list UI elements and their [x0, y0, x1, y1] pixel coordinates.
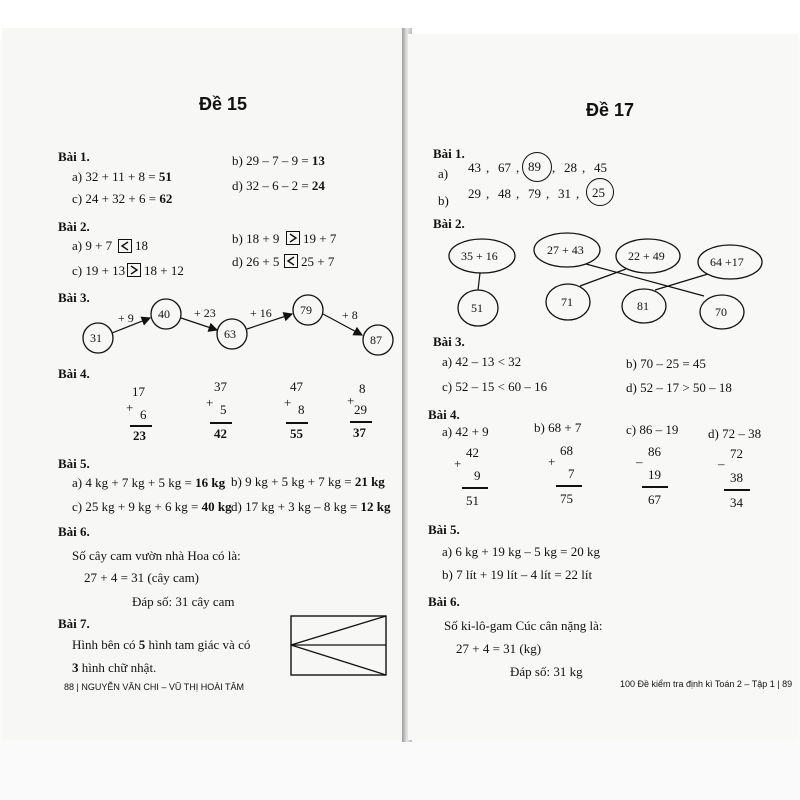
compare-value: 18 + 12 — [144, 263, 184, 278]
number-value: 45 — [594, 160, 607, 175]
operator-sign: + — [454, 456, 462, 471]
operand-top: 68 — [560, 443, 573, 458]
addend-bottom: 29 — [354, 402, 367, 417]
final-answer: Đáp số: 31 cây cam — [132, 594, 235, 609]
result-value: 51 — [466, 493, 479, 508]
problem-header: d) 72 – 38 — [708, 426, 762, 441]
addend-top: 8 — [359, 381, 366, 396]
operand-bottom: 38 — [730, 470, 743, 485]
compare-value: 18 — [135, 238, 148, 253]
chain-node-value: 63 — [224, 327, 236, 341]
addend-top: 47 — [290, 379, 303, 394]
number-value: 67 — [498, 160, 511, 175]
operator-sign: + — [284, 395, 292, 410]
number-value: 43 — [468, 160, 481, 175]
chain-operation: + 8 — [342, 308, 358, 322]
operator-sign: + — [548, 454, 556, 469]
result-value: 75 — [560, 491, 573, 506]
solution-text: Hình bên có 5 hình tam giác và có — [72, 637, 251, 652]
compare-line: d) 26 + 5 — [232, 254, 280, 269]
addend-bottom: 6 — [140, 407, 147, 422]
number-value-highlighted: 25 — [592, 185, 605, 200]
exercise-label: Bài 6. — [428, 594, 460, 609]
problem-header: c) 86 – 19 — [626, 422, 679, 437]
expression-bubble-text: 27 + 43 — [547, 243, 584, 257]
addend-top: 17 — [132, 384, 145, 399]
solution-text: Số cây cam vườn nhà Hoa có là: — [72, 548, 241, 563]
operand-bottom: 9 — [474, 468, 481, 483]
problem-header: a) 42 + 9 — [442, 424, 489, 439]
exercise-label: Bài 4. — [58, 366, 90, 381]
answer-line: b) 7 lít + 19 lít – 4 lít = 22 lít — [442, 567, 593, 582]
solution-calc: 27 + 4 = 31 (kg) — [456, 641, 542, 656]
number-value: 79 — [528, 186, 541, 201]
chain-node-value: 79 — [300, 303, 312, 317]
comparison-line: b) 70 – 25 = 45 — [626, 356, 706, 371]
result-line — [462, 487, 488, 489]
triangles-figure — [2, 28, 402, 728]
exercise-label: Bài 5. — [428, 522, 460, 537]
result-line — [642, 486, 668, 488]
page-footer: 88 | NGUYỄN VĂN CHI – VŨ THỊ HOÀI TÂM — [64, 682, 245, 692]
result-value: 67 — [648, 492, 661, 507]
exercise-label: Bài 2. — [433, 216, 465, 231]
compare-line: c) 19 + 13 — [72, 263, 126, 278]
compare-line: b) 18 + 9 — [232, 231, 280, 246]
answer-line: c) 25 kg + 9 kg + 6 kg = 40 kg — [72, 499, 232, 514]
answer-line: a) 6 kg + 19 kg – 5 kg = 20 kg — [442, 544, 601, 559]
right-page: Đề 17 Bài 1. a) 43 , 67 , 89 , 28 , 45 b) 29 , 48 , 79 , 31 , 25 Bài 2. 35 + 16 27 + 43 22 + 49 64 +17 51 71 81 70 Bài 3. a) 42 – 13 < 32 b) 70 – 25 = 45 c) 52 – 15 < 60 – 16 d) 52 – 17 > 50 – 18 Bài 4. a) 42 + 9 b) 68 + 7 c) 86 – 19 d) 72 – 38 42 + 9 51 68 + 7 75 86 – 19 67 72 – 38 34 Bài 5. a) 6 kg + 19 kg – 5 kg = 20 kg b) 7 lít + 19 lít – 4 lít = 22 lít Bài 6. Số ki-lô-gam Cúc cân nặng là: 27 + 4 = 31 (kg) Đáp số: 31 kg 100 Đề kiểm tra định kì Toán 2 – Tập 1 | 89 — [408, 34, 798, 740]
number-value: 29 — [468, 186, 481, 201]
number-value: 31 — [558, 186, 571, 201]
exercise-label: Bài 1. — [433, 146, 465, 161]
comparison-line: a) 42 – 13 < 32 — [442, 354, 522, 369]
exercise-label: Bài 5. — [58, 456, 90, 471]
operand-bottom: 7 — [568, 466, 575, 481]
final-answer: Đáp số: 31 kg — [510, 664, 583, 679]
operator-sign: + — [206, 395, 214, 410]
operand-bottom: 19 — [648, 467, 661, 482]
result-line — [724, 489, 750, 491]
exercise-label: Bài 6. — [58, 524, 90, 539]
sum-result: 42 — [214, 426, 227, 441]
page-title: Đề 15 — [199, 94, 248, 114]
addend-top: 37 — [214, 379, 227, 394]
answer-line: d) 17 kg + 3 kg – 8 kg = 12 kg — [231, 499, 391, 514]
value-bubble-text: 81 — [637, 299, 649, 313]
result-line — [556, 485, 582, 487]
addend-bottom: 8 — [298, 402, 305, 417]
matching-diagram — [408, 34, 798, 354]
chain-operation: + 16 — [250, 306, 272, 320]
result-value: 34 — [730, 495, 743, 510]
solution-text: 3 hình chữ nhật. — [72, 660, 157, 675]
compare-value: 25 + 7 — [301, 254, 335, 269]
exercise-label: Bài 3. — [433, 334, 465, 349]
row-label: b) — [438, 193, 449, 208]
row-label: a) — [438, 166, 449, 181]
exercise-label: Bài 3. — [58, 290, 90, 305]
operand-top: 72 — [730, 446, 743, 461]
problem-header: b) 68 + 7 — [534, 420, 582, 435]
operator-sign: – — [636, 454, 643, 469]
expression-bubble-text: 64 +17 — [710, 255, 744, 269]
answer-line: b) 29 – 7 – 9 = 13 — [232, 153, 325, 168]
answer-line: b) 9 kg + 5 kg + 7 kg = 21 kg — [231, 474, 385, 489]
answer-line: a) 32 + 11 + 8 = 51 — [72, 169, 172, 184]
operator-sign: – — [718, 456, 725, 471]
left-page — [2, 28, 405, 740]
exercise-label: Bài 1. — [58, 149, 90, 164]
value-bubble-text: 71 — [561, 295, 573, 309]
comparison-line: d) 52 – 17 > 50 – 18 — [626, 380, 732, 395]
value-bubble-text: 51 — [471, 301, 483, 315]
chain-node-value: 87 — [370, 333, 382, 347]
chain-node-value: 31 — [90, 331, 102, 345]
solution-text: Số ki-lô-gam Cúc cân nặng là: — [444, 618, 603, 633]
page-title: Đề 17 — [586, 100, 635, 120]
expression-bubble-text: 35 + 16 — [461, 249, 498, 263]
comparison-line: c) 52 – 15 < 60 – 16 — [442, 379, 548, 394]
addend-bottom: 5 — [220, 402, 227, 417]
chain-node-value: 40 — [158, 307, 170, 321]
chain-operation: + 23 — [194, 306, 216, 320]
sum-result: 23 — [133, 428, 146, 443]
exercise-label: Bài 4. — [428, 407, 460, 422]
operator-sign: + — [347, 393, 355, 408]
expression-bubble-text: 22 + 49 — [628, 249, 665, 263]
number-value: 28 — [564, 160, 577, 175]
value-bubble-text: 70 — [715, 305, 727, 319]
chain-operation: + 9 — [118, 311, 134, 325]
number-value-highlighted: 89 — [528, 159, 541, 174]
compare-value: 19 + 7 — [303, 231, 337, 246]
page-footer: 100 Đề kiểm tra định kì Toán 2 – Tập 1 | 89 — [620, 679, 793, 689]
answer-line: a) 4 kg + 7 kg + 5 kg = 16 kg — [72, 475, 226, 490]
exercise-label: Bài 2. — [58, 219, 90, 234]
answer-line: d) 32 – 6 – 2 = 24 — [232, 178, 325, 193]
number-value: 48 — [498, 186, 511, 201]
sum-result: 37 — [353, 425, 366, 440]
operator-sign: + — [126, 400, 134, 415]
compare-line: a) 9 + 7 — [72, 238, 113, 253]
operand-top: 42 — [466, 445, 479, 460]
solution-calc: 27 + 4 = 31 (cây cam) — [84, 570, 200, 585]
answer-line: c) 24 + 32 + 6 = 62 — [72, 191, 173, 206]
operand-top: 86 — [648, 444, 661, 459]
exercise-label: Bài 7. — [58, 616, 90, 631]
sum-result: 55 — [290, 426, 303, 441]
